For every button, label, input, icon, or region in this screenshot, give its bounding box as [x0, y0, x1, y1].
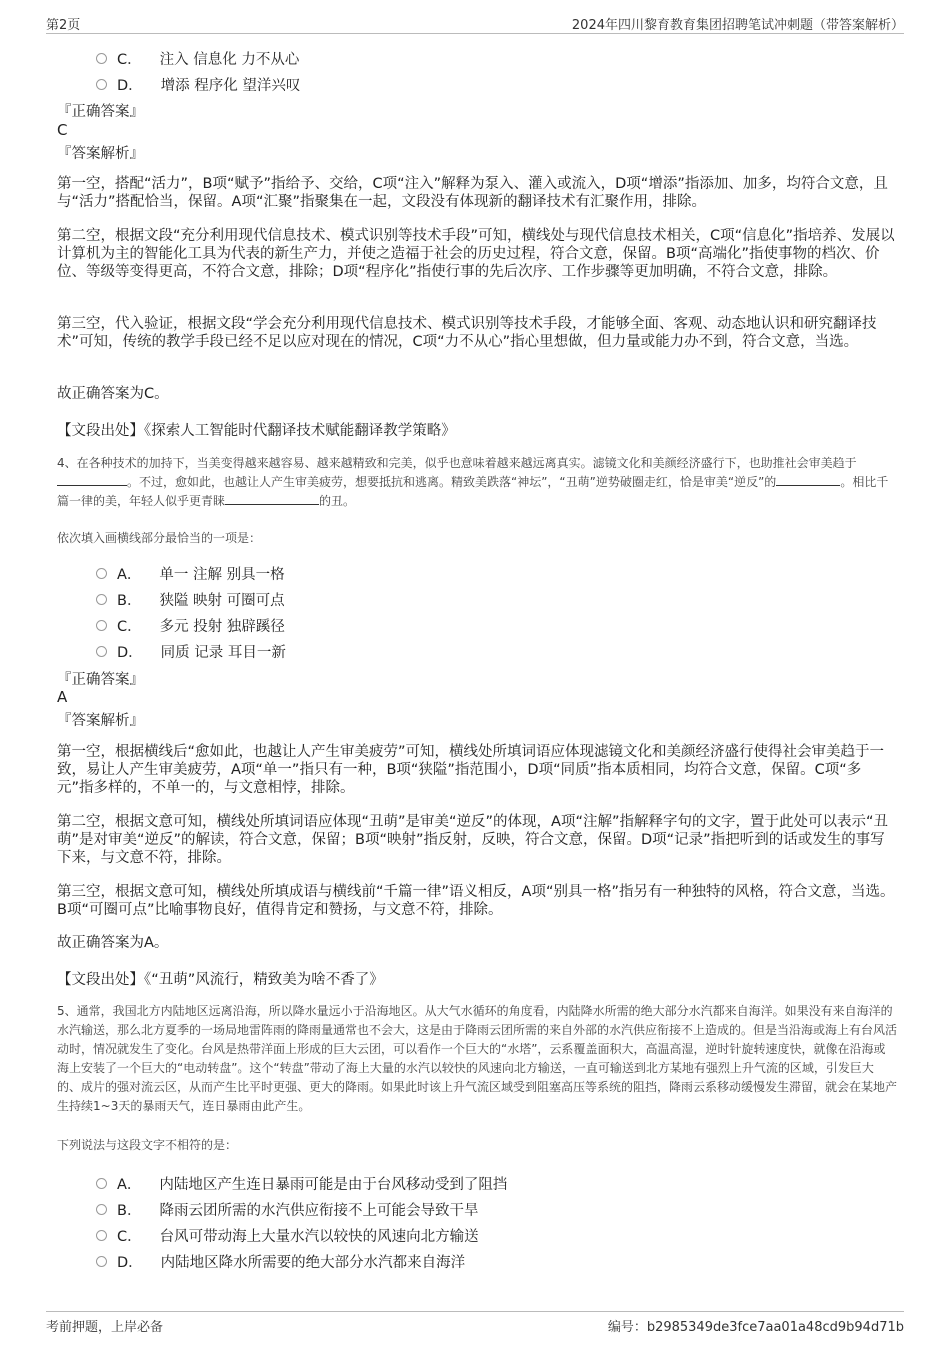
q4-source [57, 968, 384, 989]
q3-analysis-conclusion: 故正确答案为C。 [57, 386, 169, 402]
answer-blank-2 [776, 473, 840, 486]
answer-blank-3 [225, 492, 319, 505]
q4-option-a[interactable]: A． 单一 注解 别具一格 [96, 563, 285, 584]
radio-icon[interactable] [96, 620, 107, 631]
q3-analysis-p3: 第三空，代入验证，根据文段“学会充分利用现代信息技术、模式识别等技术手段，才能够全面、客观、动态地认识和研究翻译技术”可知，传统的教学手段已经不足以应对现在的情况，C项“力不从心”指心里想做，但力量或能力办不到，符合文意，当选。 [57, 316, 877, 350]
q4-correct-answer: A [57, 688, 68, 706]
q5-option-b[interactable]: B． 降雨云团所需的水汽供应衔接不上可能会导致干旱 [96, 1199, 478, 1220]
q4-analysis-conclusion: 故正确答案为A。 [57, 935, 169, 951]
q4-option-b[interactable]: B． 狭隘 映射 可圈可点 [96, 589, 285, 610]
q4-analysis-p3: 第三空，根据文意可知，横线处所填成语与横线前“千篇一律”语义相反，A项“别具一格”指另有一种独特的风格，符合文意，当选。B项“可圈可点”比喻事物良好，值得肯定和赞扬，与文意不符，排除。 [57, 884, 895, 918]
radio-icon[interactable] [96, 594, 107, 605]
q4-correct-label: 『正确答案』 [57, 672, 144, 688]
source-title: 《探索人工智能时代翻译技术赋能翻译教学策略》 [144, 423, 456, 439]
radio-icon[interactable] [96, 568, 107, 579]
radio-icon[interactable] [96, 53, 107, 64]
page-number: 第2页 [46, 18, 81, 33]
q3-correct-answer: C [57, 121, 68, 139]
source-label: 【文段出处】 [57, 423, 144, 439]
q4-option-c[interactable]: C． 多元 投射 独辟蹊径 [96, 615, 285, 636]
document-title: 2024年四川黎育教育集团招聘笔试冲刺题（带答案解析） [571, 18, 904, 33]
page-header [46, 11, 904, 34]
q4-stem: 4、在各种技术的加持下，当美变得越来越容易、越来越精致和完美，似乎也意味着越来越远离真实。滤镜文化和美颜经济盛行下，也助推社会审美趋于。不过，愈如此，也越让人产生审美疲劳，想要抵抗和逃离。精致美跌落“神坛”，“丑萌”逆势破圈走红，恰是审美“逆反”的 。相比千篇一律的美，年轻人似乎更青睐 的丑。 [57, 456, 889, 508]
q3-correct-label: 『正确答案』 [57, 104, 144, 120]
q5-stem: 5、通常，我国北方内陆地区远离沿海，所以降水量远小于沿海地区。从大气水循环的角度看，内陆降水所需的绝大部分水汽都来自海洋。如果没有来自海洋的水汽输送，那么北方夏季的一场局地雷阵雨的降雨量通常也不会大，这是由于降雨云团所需的来自外部的水汽供应衔接不上造成的。但是当沿海或海上有台风活动时，情况就发生了变化。台风是热带洋面上形成的巨大云团，可以看作一个巨大的“水塔”，云系覆盖面积大，高温高湿，逆时针旋转速度快，就像在沿海或海上安装了一个巨大的“电动转盘”。这个“转盘”带动了海上大量的水汽以较快的风速向北方输送，一直可输送到北方某地有强烈上升气流的区域，引发巨大的、成片的强对流云区，从而产生比平时更强、更大的降雨。如果此时该上升气流区域受到阻塞高压等系统的阻挡，降雨云系移动缓慢发生滞留，就会在某地产生持续1~3天的暴雨天气，连日暴雨由此产生。 [57, 1004, 898, 1113]
radio-icon[interactable] [96, 646, 107, 657]
footer-slogan: 考前押题，上岸必备 [46, 1320, 164, 1335]
q4-analysis-label: 『答案解析』 [57, 713, 144, 729]
source-title: 《“丑萌”风流行，精致美为啥不香了》 [144, 972, 384, 988]
q3-option-c[interactable]: C． 注入 信息化 力不从心 [96, 48, 299, 69]
q4-analysis-p1: 第一空，根据横线后“愈如此，也越让人产生审美疲劳”可知，横线处所填词语应体现滤镜文化和美颜经济盛行使得社会审美趋于一致，易让人产生审美疲劳，A项“单一”指只有一种，B项“狭隘”指范围小，D项“同质”指本质相同，均符合文意，保留。C项“多元”指多样的，不单一的，与文意相悖，排除。 [57, 744, 885, 796]
q5-prompt: 下列说法与这段文字不相符的是： [57, 1138, 238, 1152]
radio-icon[interactable] [96, 79, 107, 90]
q4-analysis-p2: 第二空，根据文意可知，横线处所填词语应体现“丑萌”是审美“逆反”的体现，A项“注解”指解释字句的文字，置于此处可以表示“丑萌”是对审美“逆反”的解读，符合文意，保留；B项“映射”指反射，反映，符合文意，保留。D项“记录”指把听到的话或发生的事写下来，与文意不符，排除。 [57, 814, 888, 866]
q4-prompt: 依次填入画横线部分最恰当的一项是： [57, 531, 262, 545]
q4-option-d[interactable]: D． 同质 记录 耳目一新 [96, 641, 286, 662]
q5-option-d[interactable]: D． 内陆地区降水所需要的绝大部分水汽都来自海洋 [96, 1251, 465, 1272]
source-label: 【文段出处】 [57, 972, 144, 988]
q3-analysis-p2: 第二空，根据文段“充分利用现代信息技术、模式识别等技术手段”可知，横线处与现代信息技术相关，C项“信息化”指培养、发展以计算机为主的智能化工具为代表的新生产力，并使之造福于社会的历史过程，符合文意，保留。B项“高端化”指使事物的档次、价位、等级等变得更高，不符合文意，排除；D项“程序化”指使行事的先后次序、工作步骤等更加明确，不符合文意，排除。 [57, 228, 895, 280]
q5-option-a[interactable]: A． 内陆地区产生连日暴雨可能是由于台风移动受到了阻挡 [96, 1173, 507, 1194]
q3-analysis-p1: 第一空，搭配“活力”，B项“赋予”指给予、交给，C项“注入”解释为泵入、灌入或流入，D项“增添”指添加、加多，均符合文意，且与“活力”搭配恰当，保留。A项“汇聚”指聚集在一起，文段没有体现新的翻译技术有汇聚作用，排除。 [57, 176, 888, 210]
answer-blank-1 [57, 473, 127, 486]
q3-option-d[interactable]: D． 增添 程序化 望洋兴叹 [96, 74, 300, 95]
q5-option-c[interactable]: C． 台风可带动海上大量水汽以较快的风速向北方输送 [96, 1225, 479, 1246]
q3-analysis-label: 『答案解析』 [57, 146, 144, 162]
page-footer [46, 1311, 904, 1336]
document-id: 编号：b2985349de3fce7aa01a48cd9b94d71b [607, 1320, 904, 1335]
q3-source [57, 419, 456, 440]
radio-icon[interactable] [96, 1230, 107, 1241]
radio-icon[interactable] [96, 1204, 107, 1215]
radio-icon[interactable] [96, 1256, 107, 1267]
radio-icon[interactable] [96, 1178, 107, 1189]
